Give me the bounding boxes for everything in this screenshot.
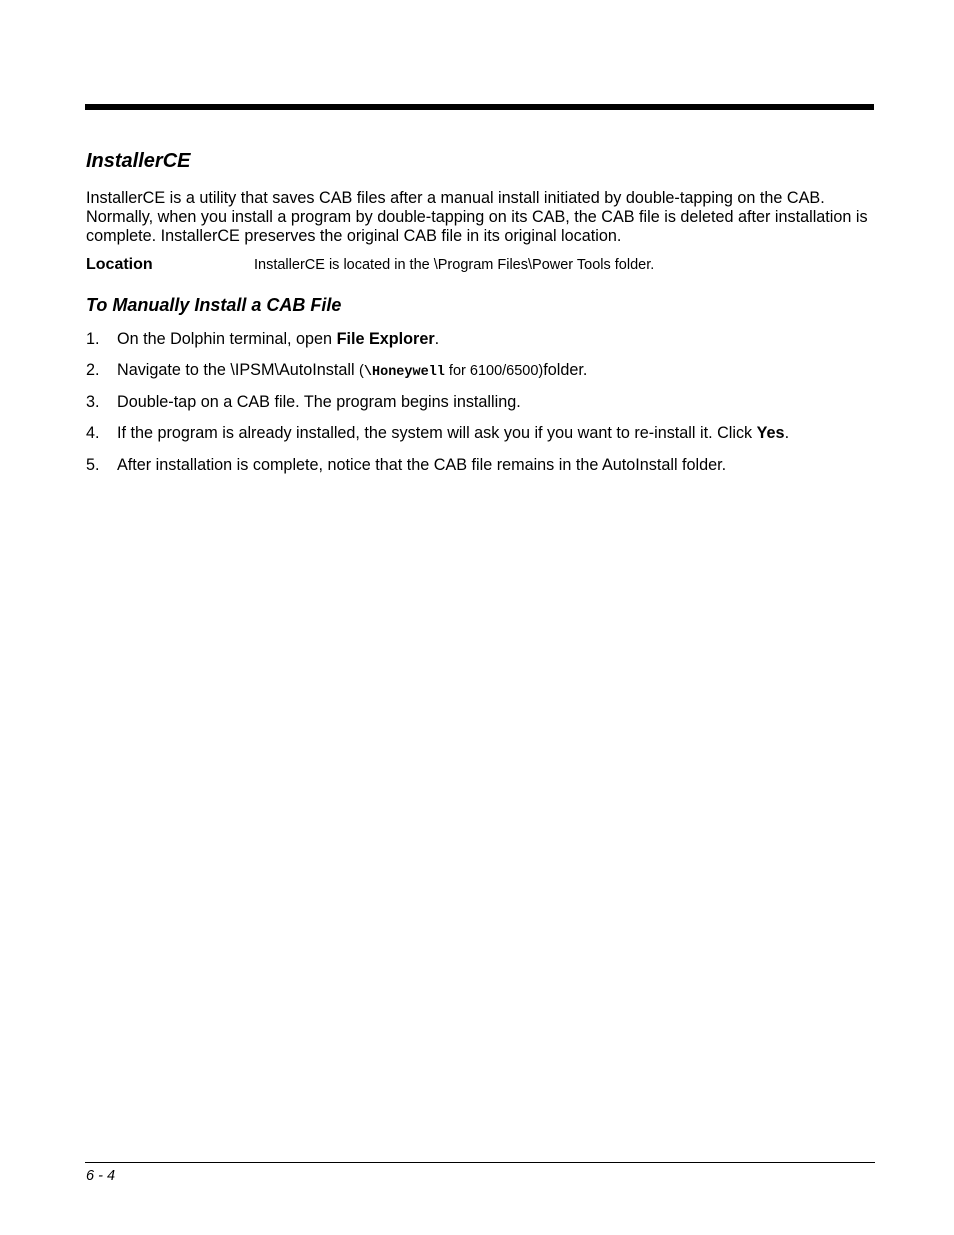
procedure-title: To Manually Install a CAB File bbox=[86, 295, 342, 315]
step-number: 2. bbox=[86, 361, 100, 380]
procedure-steps bbox=[86, 330, 876, 487]
step-item bbox=[86, 361, 876, 392]
step-text bbox=[117, 330, 439, 349]
location-text: InstallerCE is located in the \Program Files\Power Tools folder. bbox=[254, 257, 655, 273]
step-number: 5. bbox=[86, 455, 100, 474]
header-rule bbox=[85, 104, 874, 110]
step-number: 1. bbox=[86, 330, 100, 348]
step-text bbox=[117, 361, 587, 382]
step-text-before: If the program is already installed, the system will ask you if you want to re-install it. Click bbox=[117, 424, 757, 443]
step-bold-term: File Explorer bbox=[336, 330, 435, 348]
step-code-path: \Honeywell bbox=[363, 365, 445, 381]
step-text bbox=[117, 424, 789, 443]
page-number: 6 - 4 bbox=[86, 1168, 116, 1184]
step-item bbox=[86, 424, 876, 455]
step-paren-open: ( bbox=[359, 363, 364, 380]
step-text: Double-tap on a CAB file. The program begins installing. bbox=[117, 392, 521, 411]
step-text-after: . bbox=[434, 330, 440, 348]
step-number: 4. bbox=[86, 424, 100, 443]
section-title: InstallerCE bbox=[86, 150, 191, 172]
step-text-before: On the Dolphin terminal, open bbox=[117, 330, 337, 348]
location-label: Location bbox=[86, 256, 153, 273]
step-item bbox=[86, 330, 876, 361]
step-text-after: . bbox=[784, 424, 790, 443]
step-text-before: Navigate to the \IPSM\AutoInstall bbox=[117, 361, 360, 380]
step-number: 3. bbox=[86, 392, 100, 411]
intro-paragraph: InstallerCE is a utility that saves CAB files after a manual install initiated by double-tapping on the CAB. Normally, when you install a program by double-tapping on its CAB, the CAB file is deleted after installation is complete. InstallerCE preserves the original CAB file in its original location. bbox=[86, 189, 868, 245]
step-bold-term: Yes bbox=[756, 424, 785, 443]
step-text: After installation is complete, notice that the CAB file remains in the AutoInstall folder. bbox=[117, 455, 727, 474]
step-small-text: for 6100/6500) bbox=[444, 363, 544, 380]
footer-rule bbox=[85, 1162, 875, 1163]
step-text-after: folder. bbox=[543, 361, 588, 380]
step-item bbox=[86, 393, 876, 424]
step-item bbox=[86, 456, 876, 487]
